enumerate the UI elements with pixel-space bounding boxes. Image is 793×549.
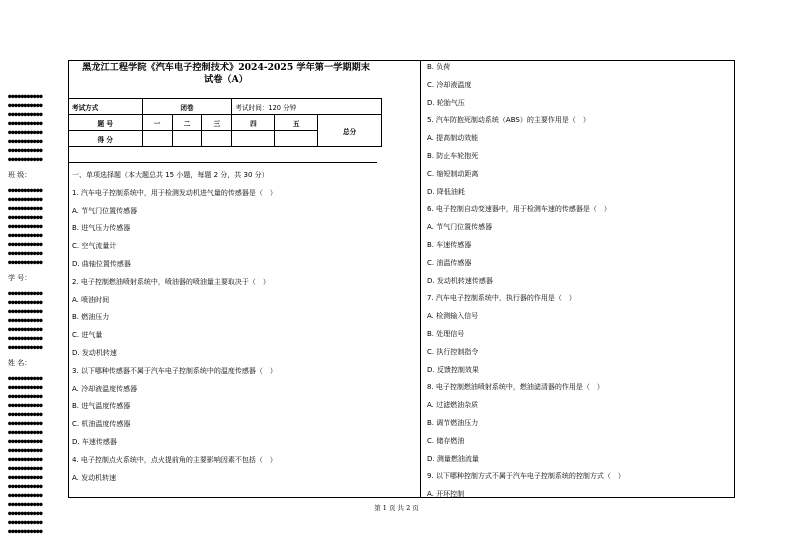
exam-title-line1: 黑龙江工程学院《汽车电子控制技术》2024-2025 学年第一学期期末 (82, 62, 370, 73)
question-line: A. 冷却液温度传感器 (72, 384, 138, 393)
question-line: B. 处理信号 (427, 329, 465, 338)
question-line: B. 进气温度传感器 (72, 402, 131, 411)
question-line: D. 发动机转速 (72, 348, 117, 357)
column-header: 一 (142, 115, 172, 131)
question-no-label: 题 号 (69, 115, 143, 131)
seal-dots-1: ●●●●●●●●●●● ●●●●●●●●●●● ●●●●●●●●●●● ●●●●●●●●●●● ●●●●●●●●●●● ●●●●●●●●●●● ●●●●●●●●●●● ●●●●●●●●●●● (8, 93, 43, 163)
question-line: C. 进气量 (72, 331, 103, 340)
question-line: C. 油温传感器 (427, 258, 472, 267)
question-line: 2. 电子控制燃油喷射系统中，喷油器的喷油量主要取决于（ ） (72, 277, 270, 286)
question-line: D. 反馈控制效果 (427, 365, 479, 374)
exam-title-line2: 试卷（A） (204, 74, 248, 85)
student-id-label: 学 号： (8, 274, 32, 282)
question-line: C. 空气流量计 (72, 242, 117, 251)
score-cell (142, 131, 172, 147)
exam-mode-label: 考试方式 (69, 99, 143, 115)
question-line: 9. 以下哪种控制方式不属于汽车电子控制系统的控制方式（ ） (427, 472, 625, 481)
question-line: C. 机油温度传感器 (72, 420, 131, 429)
column-header: 五 (275, 115, 318, 131)
question-line: A. 检测输入信号 (427, 312, 479, 321)
question-line: A. 发动机转速 (72, 473, 117, 482)
score-cell (172, 131, 202, 147)
question-line: B. 防止车轮抱死 (427, 151, 479, 160)
question-line: D. 降低油耗 (427, 187, 465, 196)
question-line: D. 曲轴位置传感器 (72, 259, 131, 268)
score-label: 得 分 (69, 131, 143, 147)
seal-dots-2: ●●●●●●●●●●● ●●●●●●●●●●● ●●●●●●●●●●● ●●●●●●●●●●● ●●●●●●●●●●● ●●●●●●●●●●● ●●●●●●●●●●● ●●●●●●●●●●● ●●●●●●●●●●● (8, 187, 43, 266)
question-line: D. 轮胎气压 (427, 98, 465, 107)
question-line: 6. 电子控制自动变速器中，用于检测车速的传感器是（ ） (427, 205, 611, 214)
seal-dots-4: ●●●●●●●●●●● ●●●●●●●●●●● ●●●●●●●●●●● ●●●●●●●●●●● ●●●●●●●●●●● ●●●●●●●●●●● ●●●●●●●●●●● ●●●●●●●●●●● ●●●●●●●●●●● ●●●●●●●●●●● ●●●●●●●●●●● ●●●●●●●●●●● ●●●●●●●●●●● ●●●●●●●●●●● ●●●●●●●●●●● ●●●●●●●●●●● ●●●●●●●●●●● ●●●●●●●●●●● (8, 375, 43, 535)
question-line: C. 执行控制指令 (427, 347, 479, 356)
question-line: 5. 汽车防抱死制动系统（ABS）的主要作用是（ ） (427, 116, 590, 125)
question-line: B. 负荷 (427, 63, 451, 71)
question-line: C. 储存燃油 (427, 436, 465, 445)
total-label: 总分 (318, 115, 382, 147)
exam-time: 考试时间：120 分钟 (232, 99, 382, 115)
class-label: 班 级： (8, 171, 32, 179)
right-column (427, 59, 625, 504)
page-number: 第 1 页 共 2 页 (374, 504, 419, 512)
score-cell (202, 131, 232, 147)
question-line: 8. 电子控制燃油喷射系统中，燃油滤清器的作用是（ ） (427, 383, 604, 392)
exam-title (70, 62, 382, 86)
question-line: A. 节气门位置传感器 (72, 206, 138, 215)
question-line: 一、单项选择题（本大题总共 15 小题，每题 2 分，共 30 分） (72, 171, 269, 179)
question-line: B. 调节燃油压力 (427, 418, 479, 427)
score-cell (275, 131, 318, 147)
column-header: 二 (172, 115, 202, 131)
question-line: C. 缩短制动距离 (427, 169, 479, 178)
column-header: 四 (232, 115, 275, 131)
question-line: A. 开环控制 (427, 490, 465, 499)
question-line: A. 提高制动效能 (427, 134, 479, 143)
question-line: 4. 电子控制点火系统中，点火提前角的主要影响因素不包括（ ） (72, 455, 277, 464)
exam-mode-value: 闭卷 (142, 99, 232, 115)
question-line: D. 车速传感器 (72, 437, 117, 446)
question-line: D. 发动机转速传感器 (427, 276, 493, 285)
question-line: A. 喷油时间 (72, 295, 110, 304)
column-divider (420, 60, 421, 498)
score-table (68, 98, 382, 147)
binding-gutter (8, 92, 66, 535)
question-line: 1. 汽车电子控制系统中，用于检测发动机进气量的传感器是（ ） (72, 188, 277, 197)
question-line: B. 燃油压力 (72, 313, 110, 322)
seal-dots-3: ●●●●●●●●●●● ●●●●●●●●●●● ●●●●●●●●●●● ●●●●●●●●●●● ●●●●●●●●●●● ●●●●●●●●●●● ●●●●●●●●●●● (8, 290, 43, 351)
question-line: A. 过滤燃油杂质 (427, 401, 479, 410)
score-cell (232, 131, 275, 147)
header-separator (68, 162, 377, 163)
question-line: 7. 汽车电子控制系统中，执行器的作用是（ ） (427, 294, 576, 303)
question-line: B. 车速传感器 (427, 240, 472, 249)
question-line: B. 进气压力传感器 (72, 224, 131, 233)
question-line: D. 测量燃油流量 (427, 454, 479, 463)
column-header: 三 (202, 115, 232, 131)
question-line: 3. 以下哪种传感器不属于汽车电子控制系统中的温度传感器（ ） (72, 366, 277, 375)
left-column (72, 167, 277, 487)
name-label: 姓 名： (8, 359, 32, 367)
question-line: A. 节气门位置传感器 (427, 223, 493, 232)
question-line: C. 冷却液温度 (427, 80, 472, 89)
